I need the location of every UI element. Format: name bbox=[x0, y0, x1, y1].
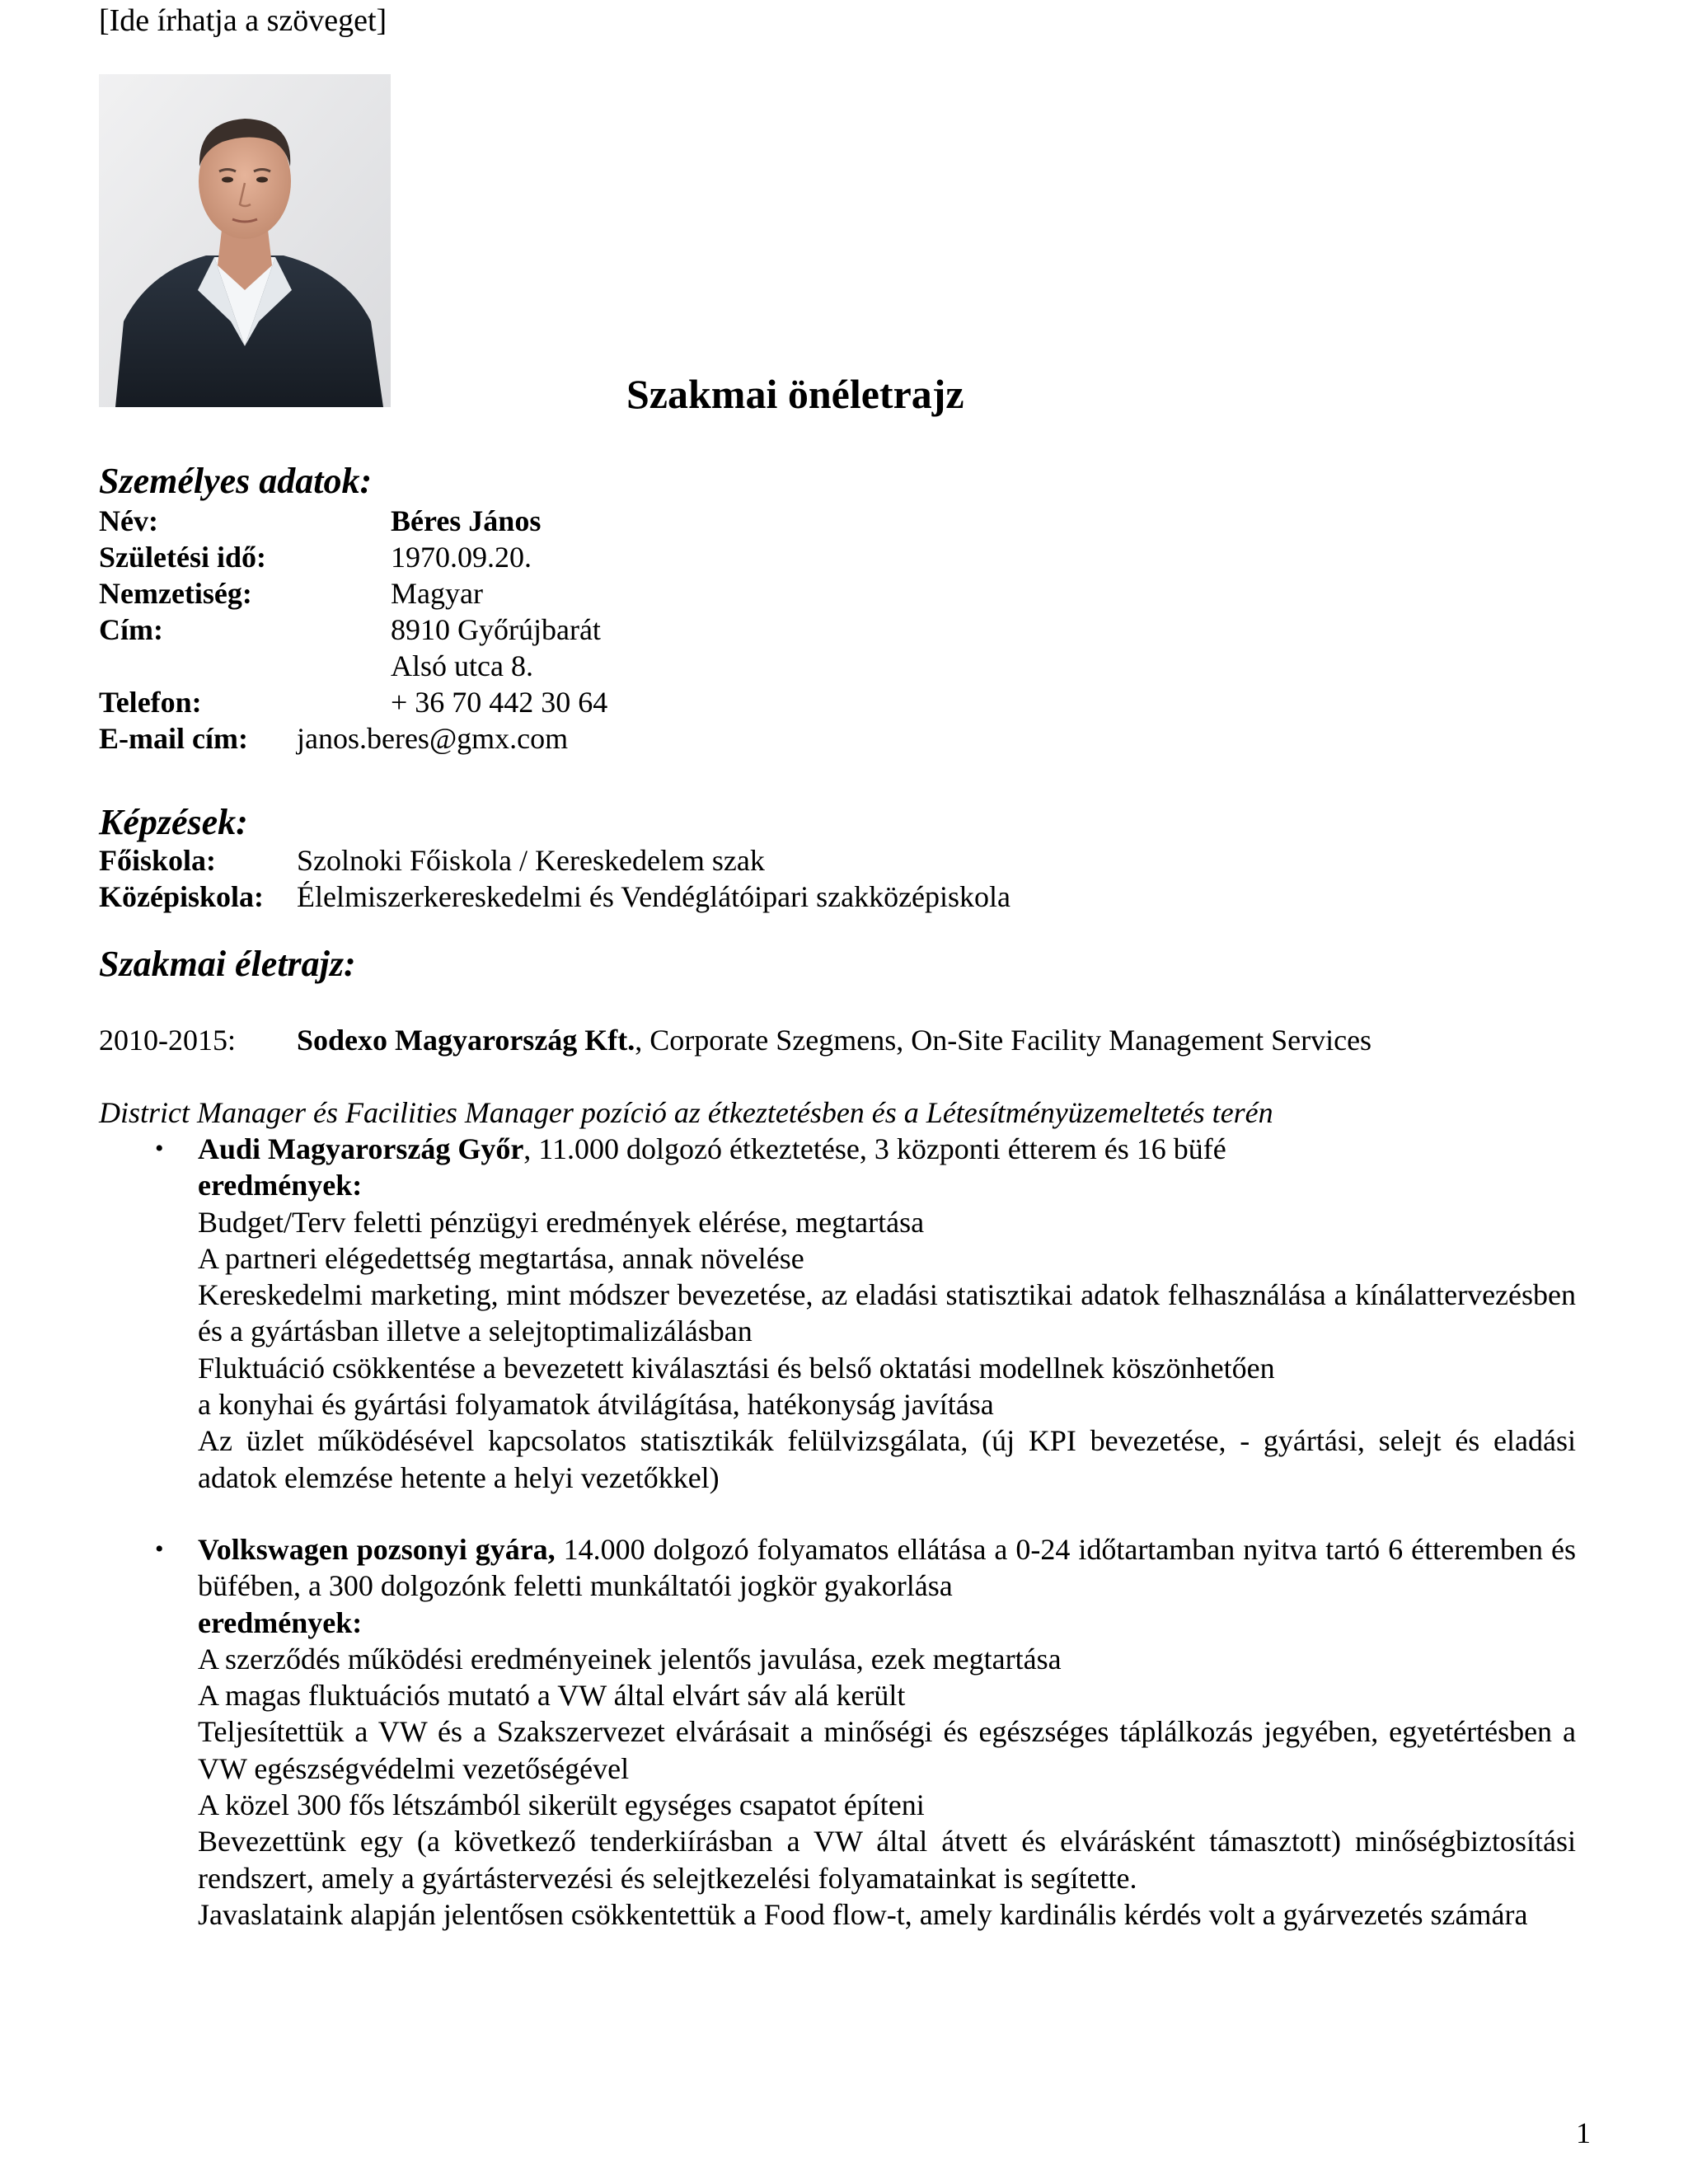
college-label: Főiskola: bbox=[99, 844, 217, 877]
result-item: A partneri elégedettség megtartása, annak növelése bbox=[198, 1241, 804, 1275]
birth-date-value: 1970.09.20. bbox=[391, 541, 532, 574]
project-description: 14.000 dolgozó folyamatos ellátása a 0-24 időtartamban nyitva tartó 6 étteremben és büfében, a 300 dolgozónk feletti munkáltatói jogkör gyakorlása bbox=[198, 1533, 1576, 1603]
email-value: janos.beres@gmx.com bbox=[297, 722, 569, 755]
result-item: A magas fluktuációs mutató a VW által elvárt sáv alá került bbox=[198, 1679, 906, 1713]
address-label: Cím: bbox=[99, 613, 163, 646]
employer-details: , Corporate Szegmens, On-Site Facility Management Services bbox=[635, 1024, 1372, 1057]
name-label: Név: bbox=[99, 504, 158, 537]
result-item: A közel 300 fős létszámból sikerült egységes csapatot építeni bbox=[198, 1788, 925, 1822]
secondary-school-value: Élelmiszerkereskedelmi és Vendéglátóipari szakközépiskola bbox=[297, 880, 1011, 913]
nationality-value: Magyar bbox=[391, 577, 483, 610]
page-number: 1 bbox=[1576, 2116, 1591, 2149]
phone-label: Telefon: bbox=[99, 686, 202, 719]
project-audi bbox=[198, 1131, 1576, 1496]
header-placeholder-text: [Ide írhatja a szöveget] bbox=[99, 3, 387, 38]
nationality-label: Nemzetiség: bbox=[99, 577, 252, 610]
phone-value: + 36 70 442 30 64 bbox=[391, 686, 608, 719]
project-title-line bbox=[198, 1531, 1576, 1605]
result-item: Javaslataink alapján jelentősen csökkentettük a Food flow-t, amely kardinális kérdés volt a gyárvezetés számára bbox=[198, 1897, 1528, 1931]
result-item: A szerződés működési eredményeinek jelentős javulása, ezek megtartása bbox=[198, 1642, 1062, 1675]
portrait-image bbox=[99, 74, 391, 407]
project-bullet: • bbox=[155, 1535, 164, 1563]
result-item: Az üzlet működésével kapcsolatos statisztikák felülvizsgálata, (új KPI bevezetése, - gyártási, selejt és eladási adatok elemzése hetente a helyi vezetőkkel) bbox=[198, 1424, 1576, 1494]
position-title: District Manager és Facilities Manager pozíció az étkeztetésben és a Létesítményüzemeltetés terén bbox=[99, 1096, 1273, 1129]
secondary-school-label: Középiskola: bbox=[99, 880, 265, 913]
project-description: , 11.000 dolgozó étkeztetése, 3 központi étterem és 16 büfé bbox=[523, 1132, 1226, 1165]
result-item: Teljesítettük a VW és a Szakszervezet elvárásait a minőségi és egészséges táplálkozás jegyében, egyetértésben a VW egészségvédelmi vezetőségével bbox=[198, 1715, 1576, 1785]
project-name: Volkswagen pozsonyi gyára, bbox=[198, 1533, 556, 1566]
result-item: a konyhai és gyártási folyamatok átvilágítása, hatékonyság javítása bbox=[198, 1388, 994, 1422]
personal-data-heading: Személyes adatok: bbox=[99, 461, 373, 501]
college-value: Szolnoki Főiskola / Kereskedelem szak bbox=[297, 844, 765, 877]
employer-name: Sodexo Magyarország Kft. bbox=[297, 1024, 635, 1057]
project-title-line bbox=[198, 1131, 1576, 1167]
document-title: Szakmai önéletrajz bbox=[626, 371, 964, 417]
project-volkswagen bbox=[198, 1531, 1576, 1933]
project-name: Audi Magyarország Győr bbox=[198, 1132, 524, 1165]
address-line1: 8910 Győrújbarát bbox=[391, 613, 601, 646]
birth-date-label: Születési idő: bbox=[99, 541, 266, 574]
results-label: eredmények: bbox=[198, 1605, 363, 1639]
result-item: Fluktuáció csökkentése a bevezetett kiválasztási és belső oktatási modellnek köszönhetően bbox=[198, 1351, 1275, 1385]
name-value: Béres János bbox=[391, 504, 542, 537]
project-bullet: • bbox=[155, 1135, 164, 1162]
email-label: E-mail cím: bbox=[99, 722, 248, 755]
employment-period: 2010-2015: bbox=[99, 1024, 236, 1057]
results-label: eredmények: bbox=[198, 1169, 363, 1202]
education-heading: Képzések: bbox=[99, 802, 248, 842]
result-item: Bevezettünk egy (a következő tenderkiírásban a VW által átvett és elvárásként támasztott) minőségbiztosítási rendszert, amely a gyártástervezési és selejtkezelési folyamatainkat is segítette. bbox=[198, 1825, 1576, 1895]
career-heading: Szakmai életrajz: bbox=[99, 944, 356, 984]
result-item: Budget/Terv feletti pénzügyi eredmények elérése, megtartása bbox=[198, 1205, 925, 1239]
address-line2: Alsó utca 8. bbox=[391, 649, 533, 682]
profile-photo bbox=[99, 74, 391, 407]
result-item: Kereskedelmi marketing, mint módszer bevezetése, az eladási statisztikai adatok felhasználása a kínálattervezésben és a gyártásban illetve a selejtoptimalizálásban bbox=[198, 1278, 1576, 1348]
